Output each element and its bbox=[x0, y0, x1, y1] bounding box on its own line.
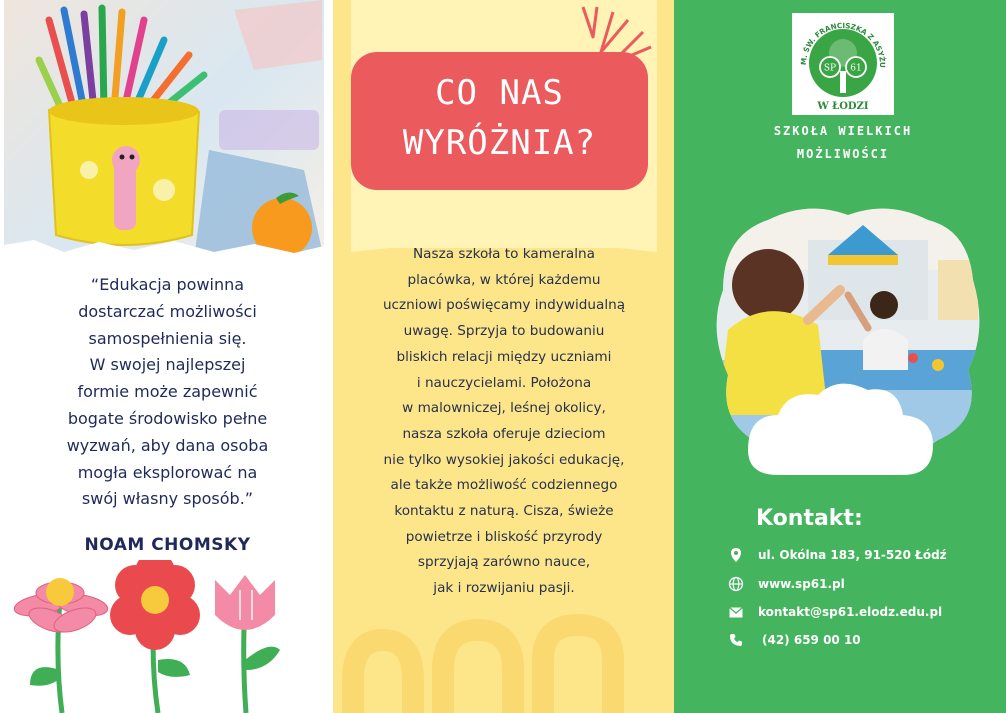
quote-text bbox=[20, 272, 315, 513]
slogan-line: SZKOŁA WIELKICH bbox=[773, 124, 913, 138]
body-line: sprzyjają zarówno nauce, bbox=[417, 554, 591, 571]
logo-city: W ŁODZI bbox=[817, 101, 869, 112]
quote-line: formie może zapewnić bbox=[77, 382, 258, 402]
slogan-line: MOŻLIWOŚCI bbox=[796, 147, 890, 161]
body-line: uwagę. Sprzyja to budowaniu bbox=[403, 323, 605, 340]
body-line: powietrze i bliskość przyrody bbox=[405, 528, 603, 545]
contact-address-text: ul. Okólna 183, 91-520 Łódź bbox=[758, 548, 947, 562]
quote-line: mogła eksplorować na bbox=[77, 462, 258, 482]
body-line: w malowniczej, leśnej okolicy, bbox=[402, 400, 606, 417]
contact-website-link[interactable]: www.sp61.pl bbox=[758, 577, 845, 591]
contact-email-link[interactable]: kontakt@sp61.elodz.edu.pl bbox=[758, 605, 943, 619]
contact-website bbox=[726, 573, 845, 595]
contact-phone bbox=[726, 629, 861, 651]
body-line: ale także możliwość codziennego bbox=[390, 477, 618, 494]
school-logo bbox=[792, 13, 894, 115]
flowers-illustration bbox=[0, 560, 333, 713]
pencil-cup-photo bbox=[4, 0, 324, 258]
page-title bbox=[351, 68, 648, 168]
quote-author: NOAM CHOMSKY bbox=[84, 535, 251, 555]
contact-email bbox=[726, 601, 943, 623]
quote-line: bogate środowisko pełne bbox=[67, 408, 268, 428]
classroom-photo bbox=[708, 200, 988, 480]
mail-icon bbox=[726, 602, 746, 622]
quote-line: wyzwań, aby dana osoba bbox=[66, 435, 269, 455]
accent-rays bbox=[573, 2, 663, 72]
body-line: nasza szkoła oferuje dzieciom bbox=[402, 425, 606, 442]
decorative-waves bbox=[333, 600, 674, 713]
contact-address bbox=[726, 544, 947, 566]
body-line: kontaktu z naturą. Cisza, świeże bbox=[394, 503, 614, 520]
title-line: CO NAS bbox=[435, 73, 564, 113]
panel-quote bbox=[0, 0, 333, 713]
quote-line: swój własny sposób.” bbox=[81, 489, 254, 509]
body-line: uczniowi poświęcamy indywidualną bbox=[382, 297, 626, 314]
panel-features bbox=[333, 0, 674, 713]
body-line: nie tylko wysokiej jakości edukację, bbox=[383, 451, 625, 468]
body-text bbox=[351, 242, 657, 602]
contact-phone-text: (42) 659 00 10 bbox=[762, 633, 861, 647]
body-line: placówka, w której każdemu bbox=[407, 271, 601, 288]
school-slogan bbox=[724, 120, 962, 166]
logo-badge-right: 61 bbox=[850, 63, 862, 74]
logo-badge-left: SP bbox=[823, 63, 837, 74]
body-line: bliskich relacji między uczniami bbox=[396, 348, 612, 365]
quote-line: W swojej najlepszej bbox=[89, 355, 246, 375]
quote-line: “Edukacja powinna bbox=[90, 275, 245, 294]
globe-icon bbox=[726, 574, 746, 594]
panel-contact bbox=[674, 0, 1006, 713]
quote-line: dostarczać możliwości bbox=[78, 301, 257, 321]
body-line: Nasza szkoła to kameralna bbox=[413, 246, 595, 262]
title-line: WYRÓŻNIA? bbox=[402, 123, 597, 163]
quote-line: samospełnienia się. bbox=[88, 328, 247, 348]
phone-icon bbox=[726, 630, 746, 650]
logo-arc-text: M. ŚW. FRANCISZKA Z ASYŻU bbox=[798, 20, 888, 68]
location-pin-icon bbox=[726, 545, 746, 565]
body-line: jak i rozwijaniu pasji. bbox=[433, 580, 575, 597]
contact-title: Kontakt: bbox=[756, 506, 863, 531]
body-line: i nauczycielami. Położona bbox=[416, 374, 592, 391]
